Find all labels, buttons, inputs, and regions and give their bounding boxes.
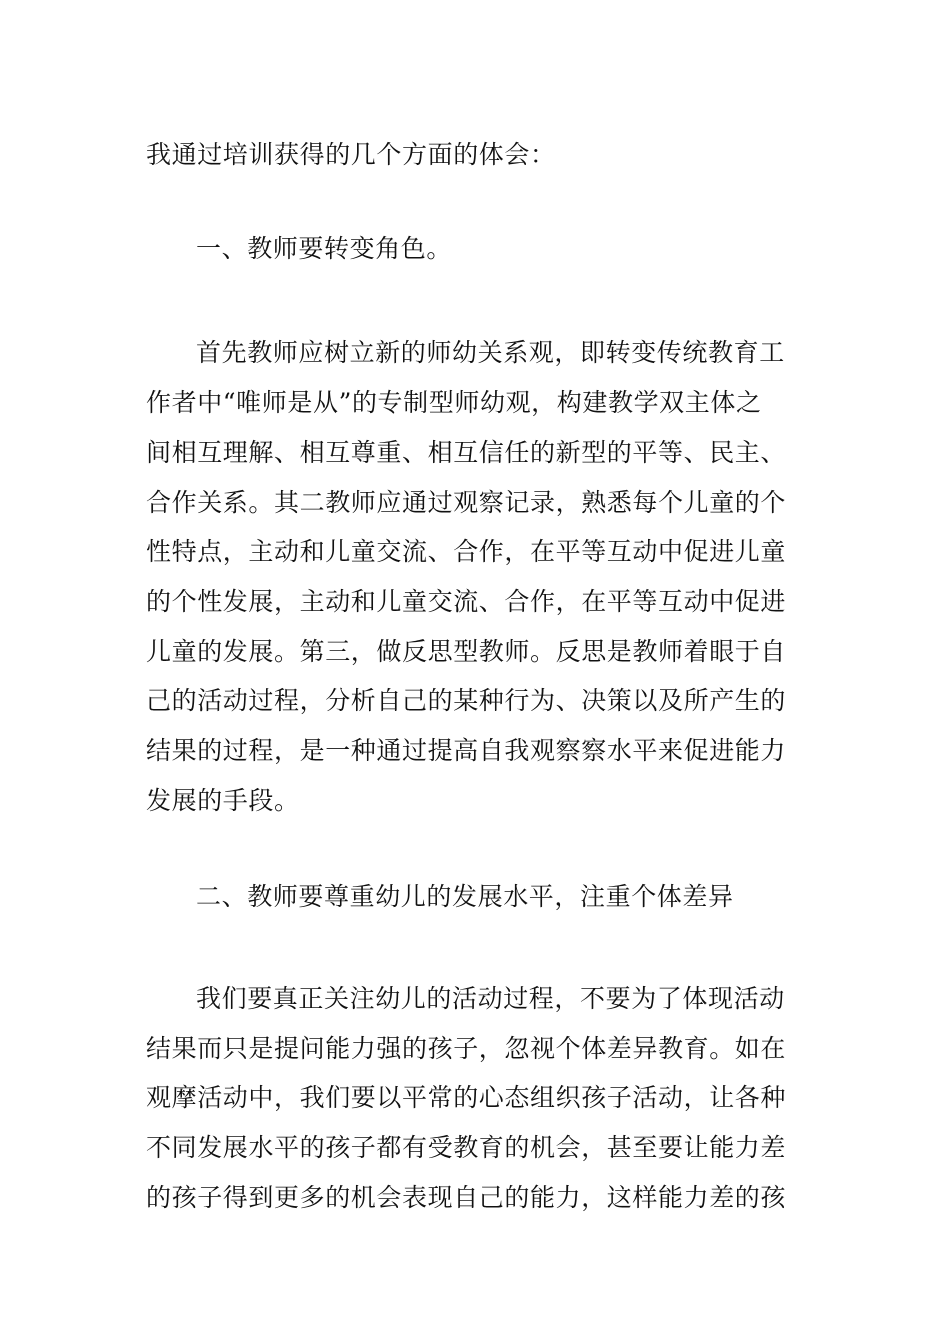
- paragraph-line: 己的活动过程，分析自己的某种行为、决策以及所产生的: [146, 686, 787, 715]
- paragraph-line: 儿童的发展。第三，做反思型教师。反思是教师着眼于自: [146, 637, 787, 666]
- paragraph-line: 作者中“唯师是从”的专制型师幼观，构建教学双主体之: [146, 388, 762, 417]
- paragraph-line: 我们要真正关注幼儿的活动过程，不要为了体现活动: [196, 984, 785, 1013]
- paragraph-line: 的个性发展，主动和儿童交流、合作，在平等互动中促进: [146, 587, 787, 616]
- paragraph-line: 的孩子得到更多的机会表现自己的能力，这样能力差的孩: [146, 1183, 787, 1212]
- paragraph-line: 不同发展水平的孩子都有受教育的机会，甚至要让能力差: [146, 1133, 787, 1162]
- section-1-heading: 一、教师要转变角色。: [196, 234, 453, 263]
- paragraph-line: 首先教师应树立新的师幼关系观，即转变传统教育工: [196, 338, 785, 367]
- paragraph-line: 结果而只是提问能力强的孩子，忽视个体差异教育。如在: [146, 1034, 787, 1063]
- paragraph-line: 发展的手段。: [146, 786, 300, 815]
- paragraph-line: 观摩活动中，我们要以平常的心态组织孩子活动，让各种: [146, 1083, 787, 1112]
- paragraph-line: 间相互理解、相互尊重、相互信任的新型的平等、民主、: [146, 438, 787, 467]
- paragraph-line: 合作关系。其二教师应通过观察记录，熟悉每个儿童的个: [146, 488, 787, 517]
- intro-text: 我通过培训获得的几个方面的体会：: [146, 140, 556, 169]
- paragraph-line: 结果的过程，是一种通过提高自我观察察水平来促进能力: [146, 736, 787, 765]
- section-2-heading: 二、教师要尊重幼儿的发展水平，注重个体差异: [196, 882, 734, 911]
- paragraph-line: 性特点，主动和儿童交流、合作，在平等互动中促进儿童: [146, 537, 787, 566]
